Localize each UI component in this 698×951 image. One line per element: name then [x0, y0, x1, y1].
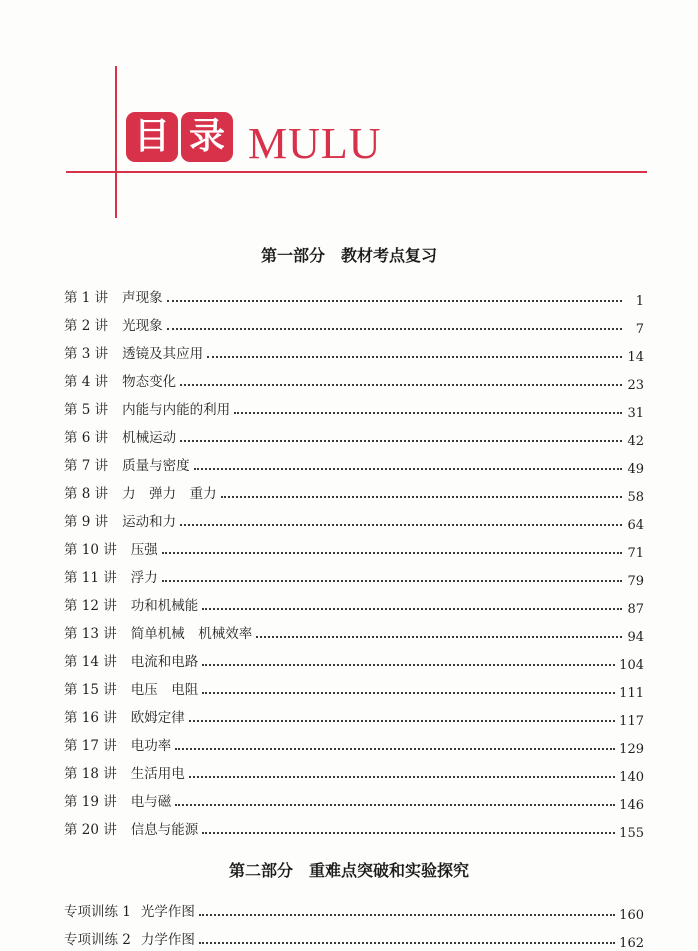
toc-entry-leader-dots	[175, 804, 615, 806]
toc-entry-number: 第 14 讲	[64, 654, 117, 670]
toc-entry[interactable]	[64, 474, 644, 505]
toc-entry[interactable]	[64, 698, 644, 729]
toc-entry-leader-dots	[202, 664, 615, 666]
toc-entry-leader-dots	[162, 580, 622, 582]
toc-entry[interactable]	[64, 642, 644, 673]
toc-entry-page: 146	[619, 798, 644, 813]
header-char-box-2: 录	[181, 112, 233, 162]
toc-entry-page: 58	[627, 490, 644, 505]
toc-entry-number: 第 10 讲	[64, 542, 117, 558]
part1-heading	[0, 243, 698, 266]
toc-entry-title: 电功率	[130, 738, 172, 754]
part2-heading-title: 重难点突破和实验探究	[309, 861, 470, 880]
toc-entry-leader-dots	[189, 720, 615, 722]
toc-entry[interactable]	[64, 418, 644, 449]
toc-entry-page: 104	[619, 658, 644, 673]
toc-entry[interactable]	[64, 502, 644, 533]
toc-entry-number: 第 1 讲	[64, 290, 109, 306]
toc-entry-title: 机械运动	[122, 430, 177, 446]
toc-entry[interactable]	[64, 586, 644, 617]
toc-entry-leader-dots	[180, 384, 622, 386]
toc-entry-leader-dots	[202, 832, 615, 834]
toc-entry-number: 第 4 讲	[64, 374, 109, 390]
toc-entry-number: 第 3 讲	[64, 346, 109, 362]
toc-entry-page: 64	[627, 518, 644, 533]
toc-entry-title: 物态变化	[122, 374, 177, 390]
toc-entry-title: 质量与密度	[122, 458, 190, 474]
toc-entry-title: 力 弹力 重力	[122, 486, 217, 502]
toc-entry-number: 第 19 讲	[64, 794, 117, 810]
toc-entry-leader-dots	[167, 300, 622, 302]
toc-entry-title: 简单机械 机械效率	[130, 626, 253, 642]
toc-entry-leader-dots	[202, 608, 622, 610]
toc-entry-leader-dots	[199, 914, 615, 916]
toc-entry-page: 162	[619, 936, 644, 951]
part1-toc-list	[64, 278, 644, 841]
toc-entry-page: 31	[627, 406, 644, 421]
toc-entry-page: 14	[627, 350, 644, 365]
toc-entry-leader-dots	[194, 468, 622, 470]
toc-entry-title: 光学作图	[140, 904, 195, 920]
toc-entry-leader-dots	[256, 636, 622, 638]
part2-toc-list	[64, 892, 644, 951]
toc-entry-title: 欧姆定律	[130, 710, 185, 726]
toc-entry-title: 电与磁	[130, 794, 172, 810]
toc-entry-page: 87	[627, 602, 644, 617]
toc-entry[interactable]	[64, 754, 644, 785]
toc-entry-title: 生活用电	[130, 766, 185, 782]
part1-heading-title: 教材考点复习	[341, 246, 438, 265]
toc-entry-leader-dots	[234, 412, 622, 414]
toc-entry[interactable]	[64, 390, 644, 421]
toc-entry-number: 第 6 讲	[64, 430, 109, 446]
toc-entry[interactable]	[64, 920, 644, 951]
toc-entry-number: 第 11 讲	[64, 570, 117, 586]
toc-entry-page: 111	[619, 686, 644, 701]
toc-entry-title: 压强	[130, 542, 158, 558]
toc-entry[interactable]	[64, 670, 644, 701]
toc-entry-number: 专项训练 2	[64, 932, 131, 948]
part1-heading-number: 第一部分	[260, 246, 325, 265]
toc-entry-title: 内能与内能的利用	[122, 402, 231, 418]
toc-entry-leader-dots	[189, 776, 615, 778]
toc-entry-number: 第 9 讲	[64, 514, 109, 530]
toc-entry-number: 第 15 讲	[64, 682, 117, 698]
toc-entry-title: 力学作图	[140, 932, 195, 948]
toc-entry-page: 79	[627, 574, 644, 589]
toc-entry[interactable]	[64, 530, 644, 561]
toc-entry[interactable]	[64, 306, 644, 337]
toc-entry-number: 第 12 讲	[64, 598, 117, 614]
toc-entry-title: 运动和力	[122, 514, 177, 530]
toc-entry-page: 23	[627, 378, 644, 393]
toc-entry[interactable]	[64, 362, 644, 393]
toc-entry-page: 160	[619, 908, 644, 923]
toc-entry-page: 7	[635, 322, 644, 337]
toc-entry-title: 浮力	[130, 570, 158, 586]
toc-entry-leader-dots	[202, 692, 615, 694]
toc-header	[126, 112, 382, 168]
toc-entry-leader-dots	[221, 496, 622, 498]
toc-entry[interactable]	[64, 446, 644, 477]
toc-entry-number: 专项训练 1	[64, 904, 131, 920]
toc-entry-title: 声现象	[122, 290, 163, 306]
toc-entry[interactable]	[64, 782, 644, 813]
toc-entry-number: 第 17 讲	[64, 738, 117, 754]
toc-entry-number: 第 18 讲	[64, 766, 117, 782]
toc-entry[interactable]	[64, 334, 644, 365]
toc-entry[interactable]	[64, 892, 644, 923]
toc-entry-page: 94	[627, 630, 644, 645]
toc-entry-page: 1	[635, 294, 644, 309]
toc-entry[interactable]	[64, 278, 644, 309]
toc-entry-page: 140	[619, 770, 644, 785]
toc-entry-page: 155	[619, 826, 644, 841]
part2-heading	[0, 858, 698, 881]
toc-entry-leader-dots	[162, 552, 622, 554]
toc-entry-title: 透镜及其应用	[122, 346, 204, 362]
toc-entry-leader-dots	[207, 356, 622, 358]
toc-entry-leader-dots	[180, 524, 622, 526]
toc-entry-page: 49	[627, 462, 644, 477]
toc-entry-leader-dots	[175, 748, 615, 750]
toc-entry-page: 42	[627, 434, 644, 449]
toc-entry-number: 第 5 讲	[64, 402, 109, 418]
toc-entry-number: 第 7 讲	[64, 458, 109, 474]
toc-entry-number: 第 16 讲	[64, 710, 117, 726]
toc-entry-leader-dots	[199, 942, 615, 944]
toc-entry-title: 功和机械能	[130, 598, 199, 614]
header-latin-title: MULU	[248, 119, 382, 168]
header-horizontal-rule	[66, 171, 647, 173]
toc-entry-title: 电流和电路	[130, 654, 199, 670]
toc-entry-number: 第 13 讲	[64, 626, 117, 642]
toc-entry[interactable]	[64, 558, 644, 589]
toc-entry-page: 129	[619, 742, 644, 757]
toc-entry[interactable]	[64, 810, 644, 841]
toc-entry[interactable]	[64, 614, 644, 645]
header-char-box-1: 目	[126, 112, 178, 162]
toc-entry-page: 71	[627, 546, 644, 561]
toc-entry-leader-dots	[180, 440, 622, 442]
toc-entry-number: 第 8 讲	[64, 486, 109, 502]
toc-entry-number: 第 20 讲	[64, 822, 117, 838]
toc-entry-page: 117	[619, 714, 644, 729]
toc-entry-number: 第 2 讲	[64, 318, 109, 334]
toc-entry-title: 光现象	[122, 318, 163, 334]
toc-entry-leader-dots	[167, 328, 622, 330]
part2-heading-number: 第二部分	[228, 861, 293, 880]
toc-entry[interactable]	[64, 726, 644, 757]
header-vertical-rule	[115, 66, 117, 218]
toc-entry-title: 电压 电阻	[130, 682, 199, 698]
toc-entry-title: 信息与能源	[130, 822, 199, 838]
